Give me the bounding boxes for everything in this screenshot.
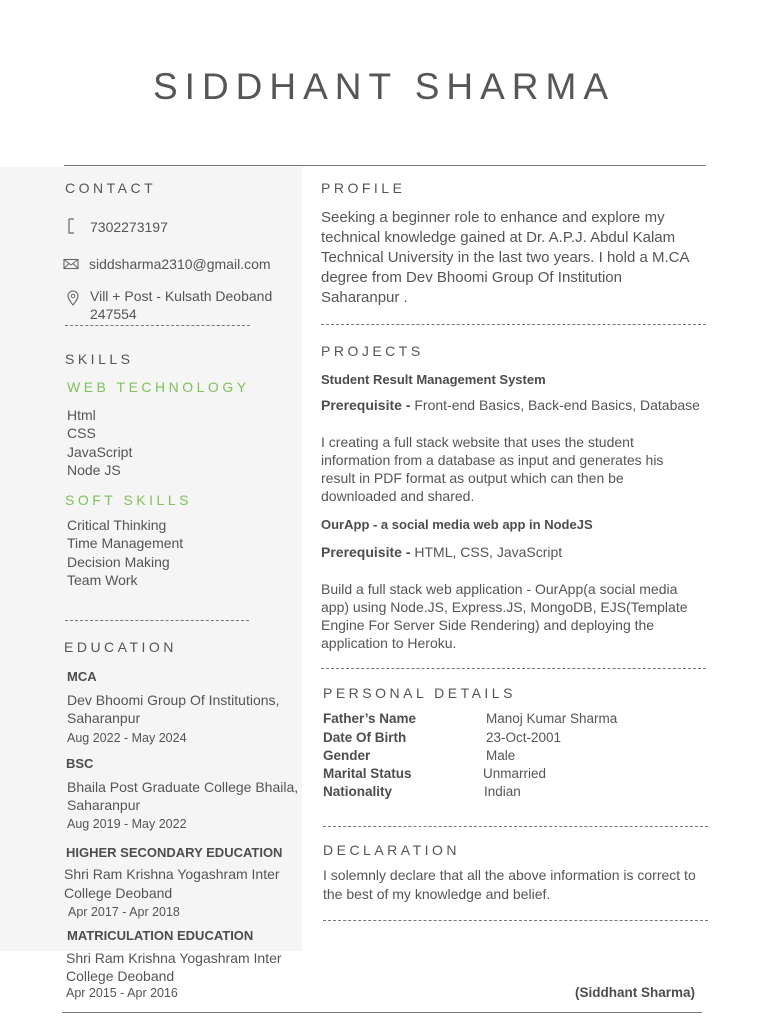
web-technology-heading: WEB TECHNOLOGY bbox=[67, 379, 250, 395]
declaration-heading: DECLARATION bbox=[323, 842, 461, 858]
education-degree: BSC bbox=[66, 756, 94, 771]
profile-divider bbox=[321, 324, 706, 325]
soft-skills-list bbox=[67, 516, 183, 589]
project-title: OurApp - a social media web app in NodeJS bbox=[321, 517, 593, 532]
prerequisite-value: HTML, CSS, JavaScript bbox=[410, 544, 563, 560]
resume-name: SIDDHANT SHARMA bbox=[152, 66, 616, 107]
declaration-line: the best of my knowledge and belief. bbox=[323, 886, 551, 902]
education-school: Shri Ram Krishna Yogashram Inter bbox=[64, 866, 280, 882]
projects-divider bbox=[321, 668, 706, 669]
education-school: Bhaila Post Graduate College Bhaila, bbox=[67, 779, 299, 795]
project-title: Student Result Management System bbox=[321, 372, 546, 387]
education-heading: EDUCATION bbox=[64, 639, 177, 655]
location-icon bbox=[65, 290, 81, 306]
contact-email[interactable]: siddsharma2310@gmail.com bbox=[89, 256, 271, 272]
prerequisite-value: Front-end Basics, Back-end Basics, Database bbox=[410, 397, 700, 413]
declaration-line: I solemnly declare that all the above information is correct to bbox=[323, 867, 696, 883]
contact-address-line2: 247554 bbox=[90, 306, 137, 322]
prerequisite-label: Prerequisite - bbox=[321, 397, 411, 413]
contact-divider bbox=[65, 325, 250, 326]
description-line: downloaded and shared. bbox=[321, 488, 475, 504]
contact-phone: 7302273197 bbox=[90, 219, 168, 235]
education-dates: Apr 2015 - Apr 2016 bbox=[66, 986, 178, 1000]
signature: (Siddhant Sharma) bbox=[575, 985, 696, 1000]
education-dates: Apr 2017 - Apr 2018 bbox=[68, 905, 180, 919]
education-degree: MCA bbox=[67, 669, 97, 684]
personal-value: 23-Oct-2001 bbox=[486, 730, 562, 745]
list-item: JavaScript bbox=[67, 443, 133, 460]
education-school: Saharanpur bbox=[67, 797, 141, 813]
footer-divider bbox=[62, 1012, 702, 1013]
list-item: Html bbox=[67, 407, 96, 423]
education-degree: HIGHER SECONDARY EDUCATION bbox=[66, 845, 283, 860]
list-item: Critical Thinking bbox=[67, 517, 167, 533]
list-item: Time Management bbox=[67, 535, 184, 552]
profile-line: Seeking a beginner role to enhance and explore my bbox=[321, 209, 665, 226]
personal-divider bbox=[323, 826, 708, 827]
projects-heading: PROJECTS bbox=[321, 343, 424, 359]
education-school: Dev Bhoomi Group Of Institutions, bbox=[67, 692, 280, 708]
description-line: application to Heroku. bbox=[321, 635, 457, 651]
list-item: Team Work bbox=[67, 571, 138, 588]
personal-value: Male bbox=[486, 748, 516, 763]
profile-line: technical knowledge gained at Dr. A.P.J. Abdul Kalam bbox=[321, 229, 676, 246]
education-dates: Aug 2019 - May 2022 bbox=[67, 817, 187, 831]
profile-line: Saharanpur . bbox=[321, 289, 408, 306]
description-line: information from a database as input and generates his bbox=[321, 452, 664, 468]
personal-label: Marital Status bbox=[323, 766, 412, 781]
personal-label: Gender bbox=[323, 748, 371, 763]
personal-label: Nationality bbox=[323, 784, 393, 799]
description-line: app) using Node.JS, Express.JS, MongoDB, EJS(Template bbox=[321, 599, 688, 615]
education-school: College Deoband bbox=[66, 968, 175, 984]
personal-label: Father’s Name bbox=[323, 711, 417, 726]
prerequisite-label: Prerequisite - bbox=[321, 544, 411, 560]
web-skills-list bbox=[67, 406, 132, 479]
project-description bbox=[321, 580, 688, 652]
profile-text bbox=[321, 208, 689, 308]
project-description bbox=[321, 433, 663, 505]
personal-value: Indian bbox=[484, 784, 521, 799]
contact-address-line1: Vill + Post - Kulsath Deoband bbox=[90, 288, 273, 304]
education-school: Saharanpur bbox=[67, 710, 141, 726]
description-line: Build a full stack web application - OurApp(a social media bbox=[321, 581, 678, 597]
education-degree: MATRICULATION EDUCATION bbox=[67, 928, 254, 943]
declaration-divider bbox=[323, 920, 708, 921]
personal-value: Manoj Kumar Sharma bbox=[486, 711, 618, 726]
skills-divider bbox=[65, 620, 249, 621]
personal-details-heading: PERSONAL DETAILS bbox=[323, 685, 516, 701]
profile-line: degree from Dev Bhoomi Group Of Institution bbox=[321, 269, 622, 286]
contact-heading: CONTACT bbox=[65, 180, 157, 196]
personal-value: Unmarried bbox=[483, 766, 547, 781]
education-school: College Deoband bbox=[64, 885, 173, 901]
email-icon bbox=[63, 256, 79, 272]
description-line: Engine For Server Side Rendering) and deploying the bbox=[321, 617, 655, 633]
project-prerequisite bbox=[321, 396, 700, 414]
education-dates: Aug 2022 - May 2024 bbox=[67, 731, 187, 745]
header-divider bbox=[64, 165, 706, 166]
education-school: Shri Ram Krishna Yogashram Inter bbox=[66, 950, 282, 966]
skills-heading: SKILLS bbox=[65, 351, 134, 367]
description-line: result in PDF format as output which can then be bbox=[321, 470, 624, 486]
project-prerequisite bbox=[321, 543, 562, 561]
personal-label: Date Of Birth bbox=[323, 730, 407, 745]
list-item: Node JS bbox=[67, 461, 121, 478]
phone-icon bbox=[64, 218, 80, 234]
list-item: Decision Making bbox=[67, 553, 170, 570]
description-line: I creating a full stack website that uses the student bbox=[321, 434, 634, 450]
list-item: CSS bbox=[67, 425, 96, 442]
profile-line: Technical University in the last two years. I hold a M.CA bbox=[321, 249, 690, 266]
profile-heading: PROFILE bbox=[321, 180, 406, 196]
soft-skills-heading: SOFT SKILLS bbox=[65, 492, 192, 508]
